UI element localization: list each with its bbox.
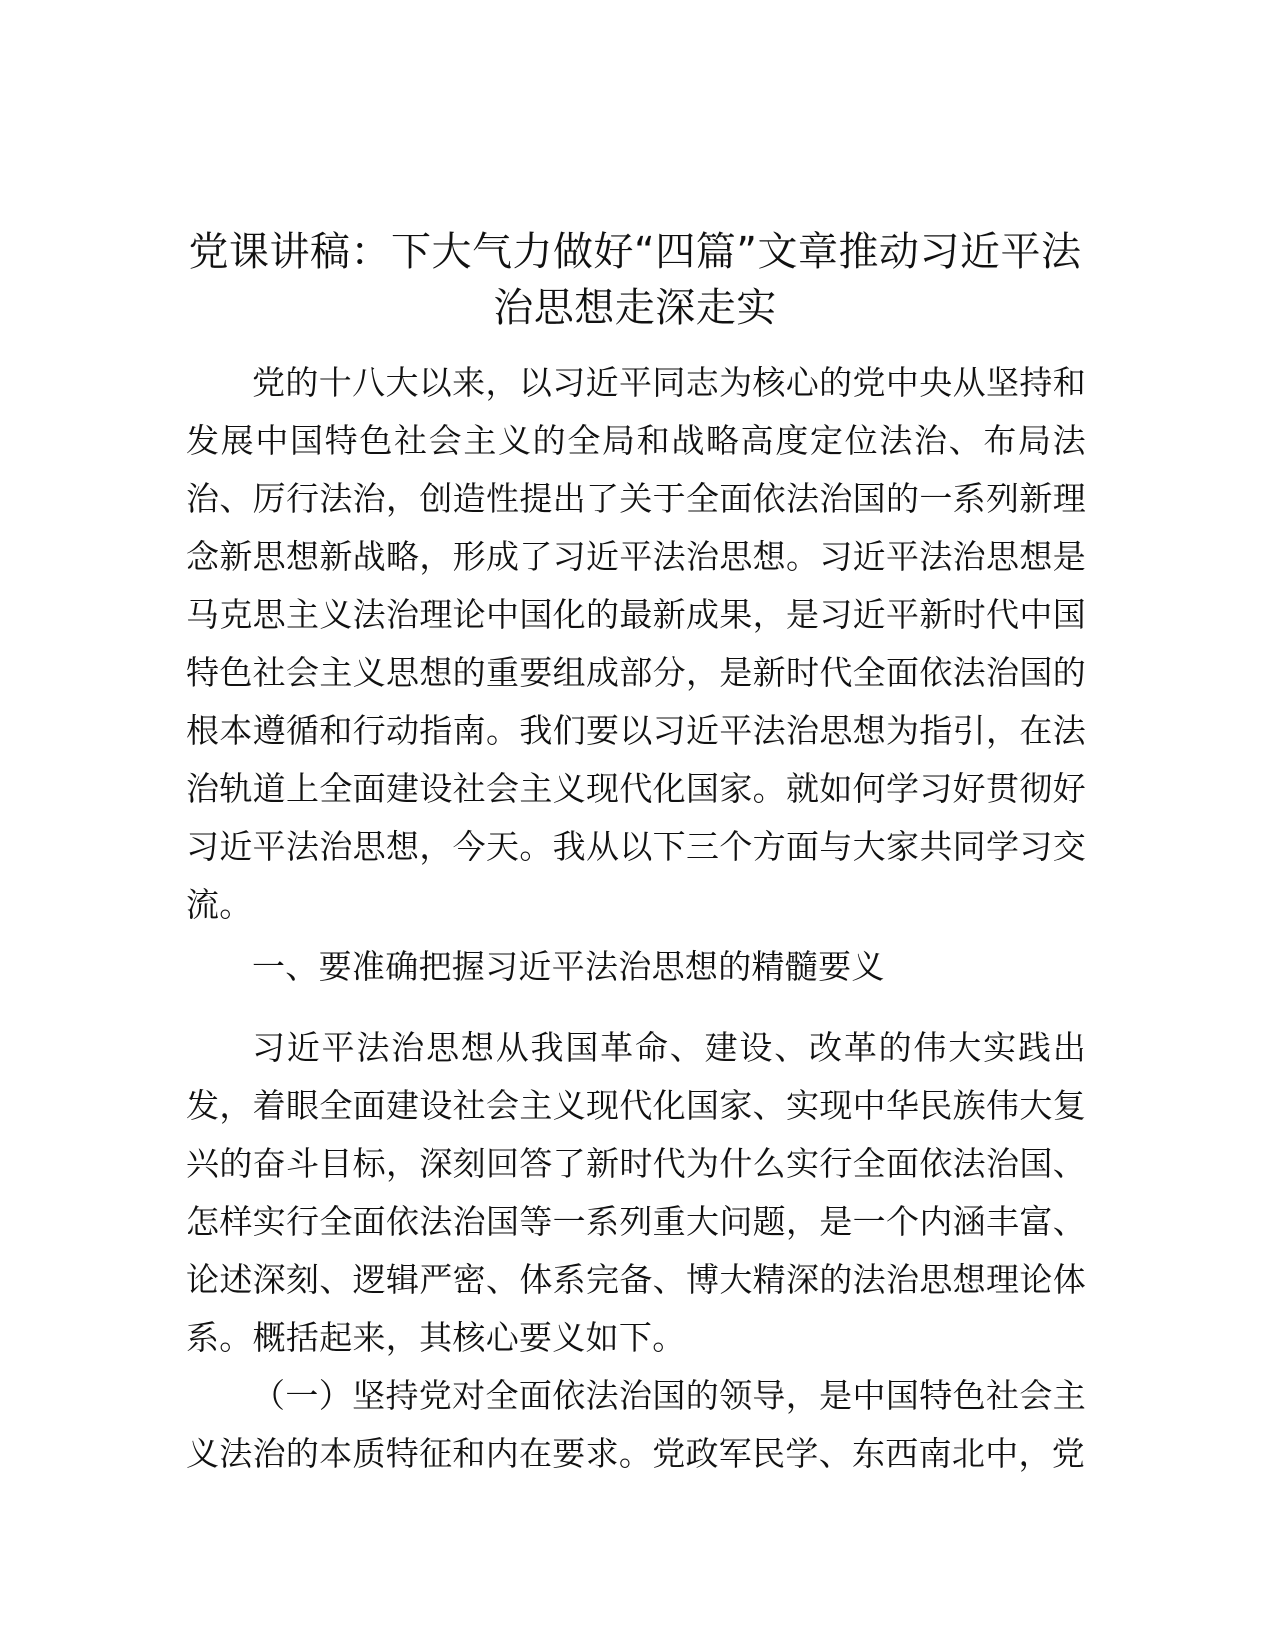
paragraph-subsection-1: （一）坚持党对全面依法治国的领导，是中国特色社会主义法治的本质特征和内在要求。党政军民学、东西南北中，党 (186, 1376, 1086, 1473)
paragraph-section-1: 习近平法治思想从我国革命、建设、改革的伟大实践出发，着眼全面建设社会主义现代化国家、实现中华民族伟大复兴的奋斗目标，深刻回答了新时代为什么实行全面依法治国、怎样实行全面依法治国等一系列重大问题，是一个内涵丰富、论述深刻、逻辑严密、体系完备、博大精深的法治思想理论体系。概括起来，其核心要义如下。 (186, 1028, 1086, 1357)
paragraph-intro: 党的十八大以来，以习近平同志为核心的党中央从坚持和发展中国特色社会主义的全局和战略高度定位法治、布局法治、厉行法治，创造性提出了关于全面依法治国的一系列新理念新思想新战略，形成了习近平法治思想。习近平法治思想是马克思主义法治理论中国化的最新成果，是习近平新时代中国特色社会主义思想的重要组成部分，是新时代全面依法治国的根本遵循和行动指南。我们要以习近平法治思想为指引，在法治轨道上全面建设社会主义现代化国家。就如何学习好贯彻好习近平法治思想，今天。我从以下三个方面与大家共同学习交流。 (186, 363, 1086, 924)
section-heading-1: 一、要准确把握习近平法治思想的精髓要义 (252, 947, 885, 986)
document-title: 党课讲稿：下大气力做好“四篇”文章推动习近平法治思想走深走实 (188, 229, 1082, 331)
